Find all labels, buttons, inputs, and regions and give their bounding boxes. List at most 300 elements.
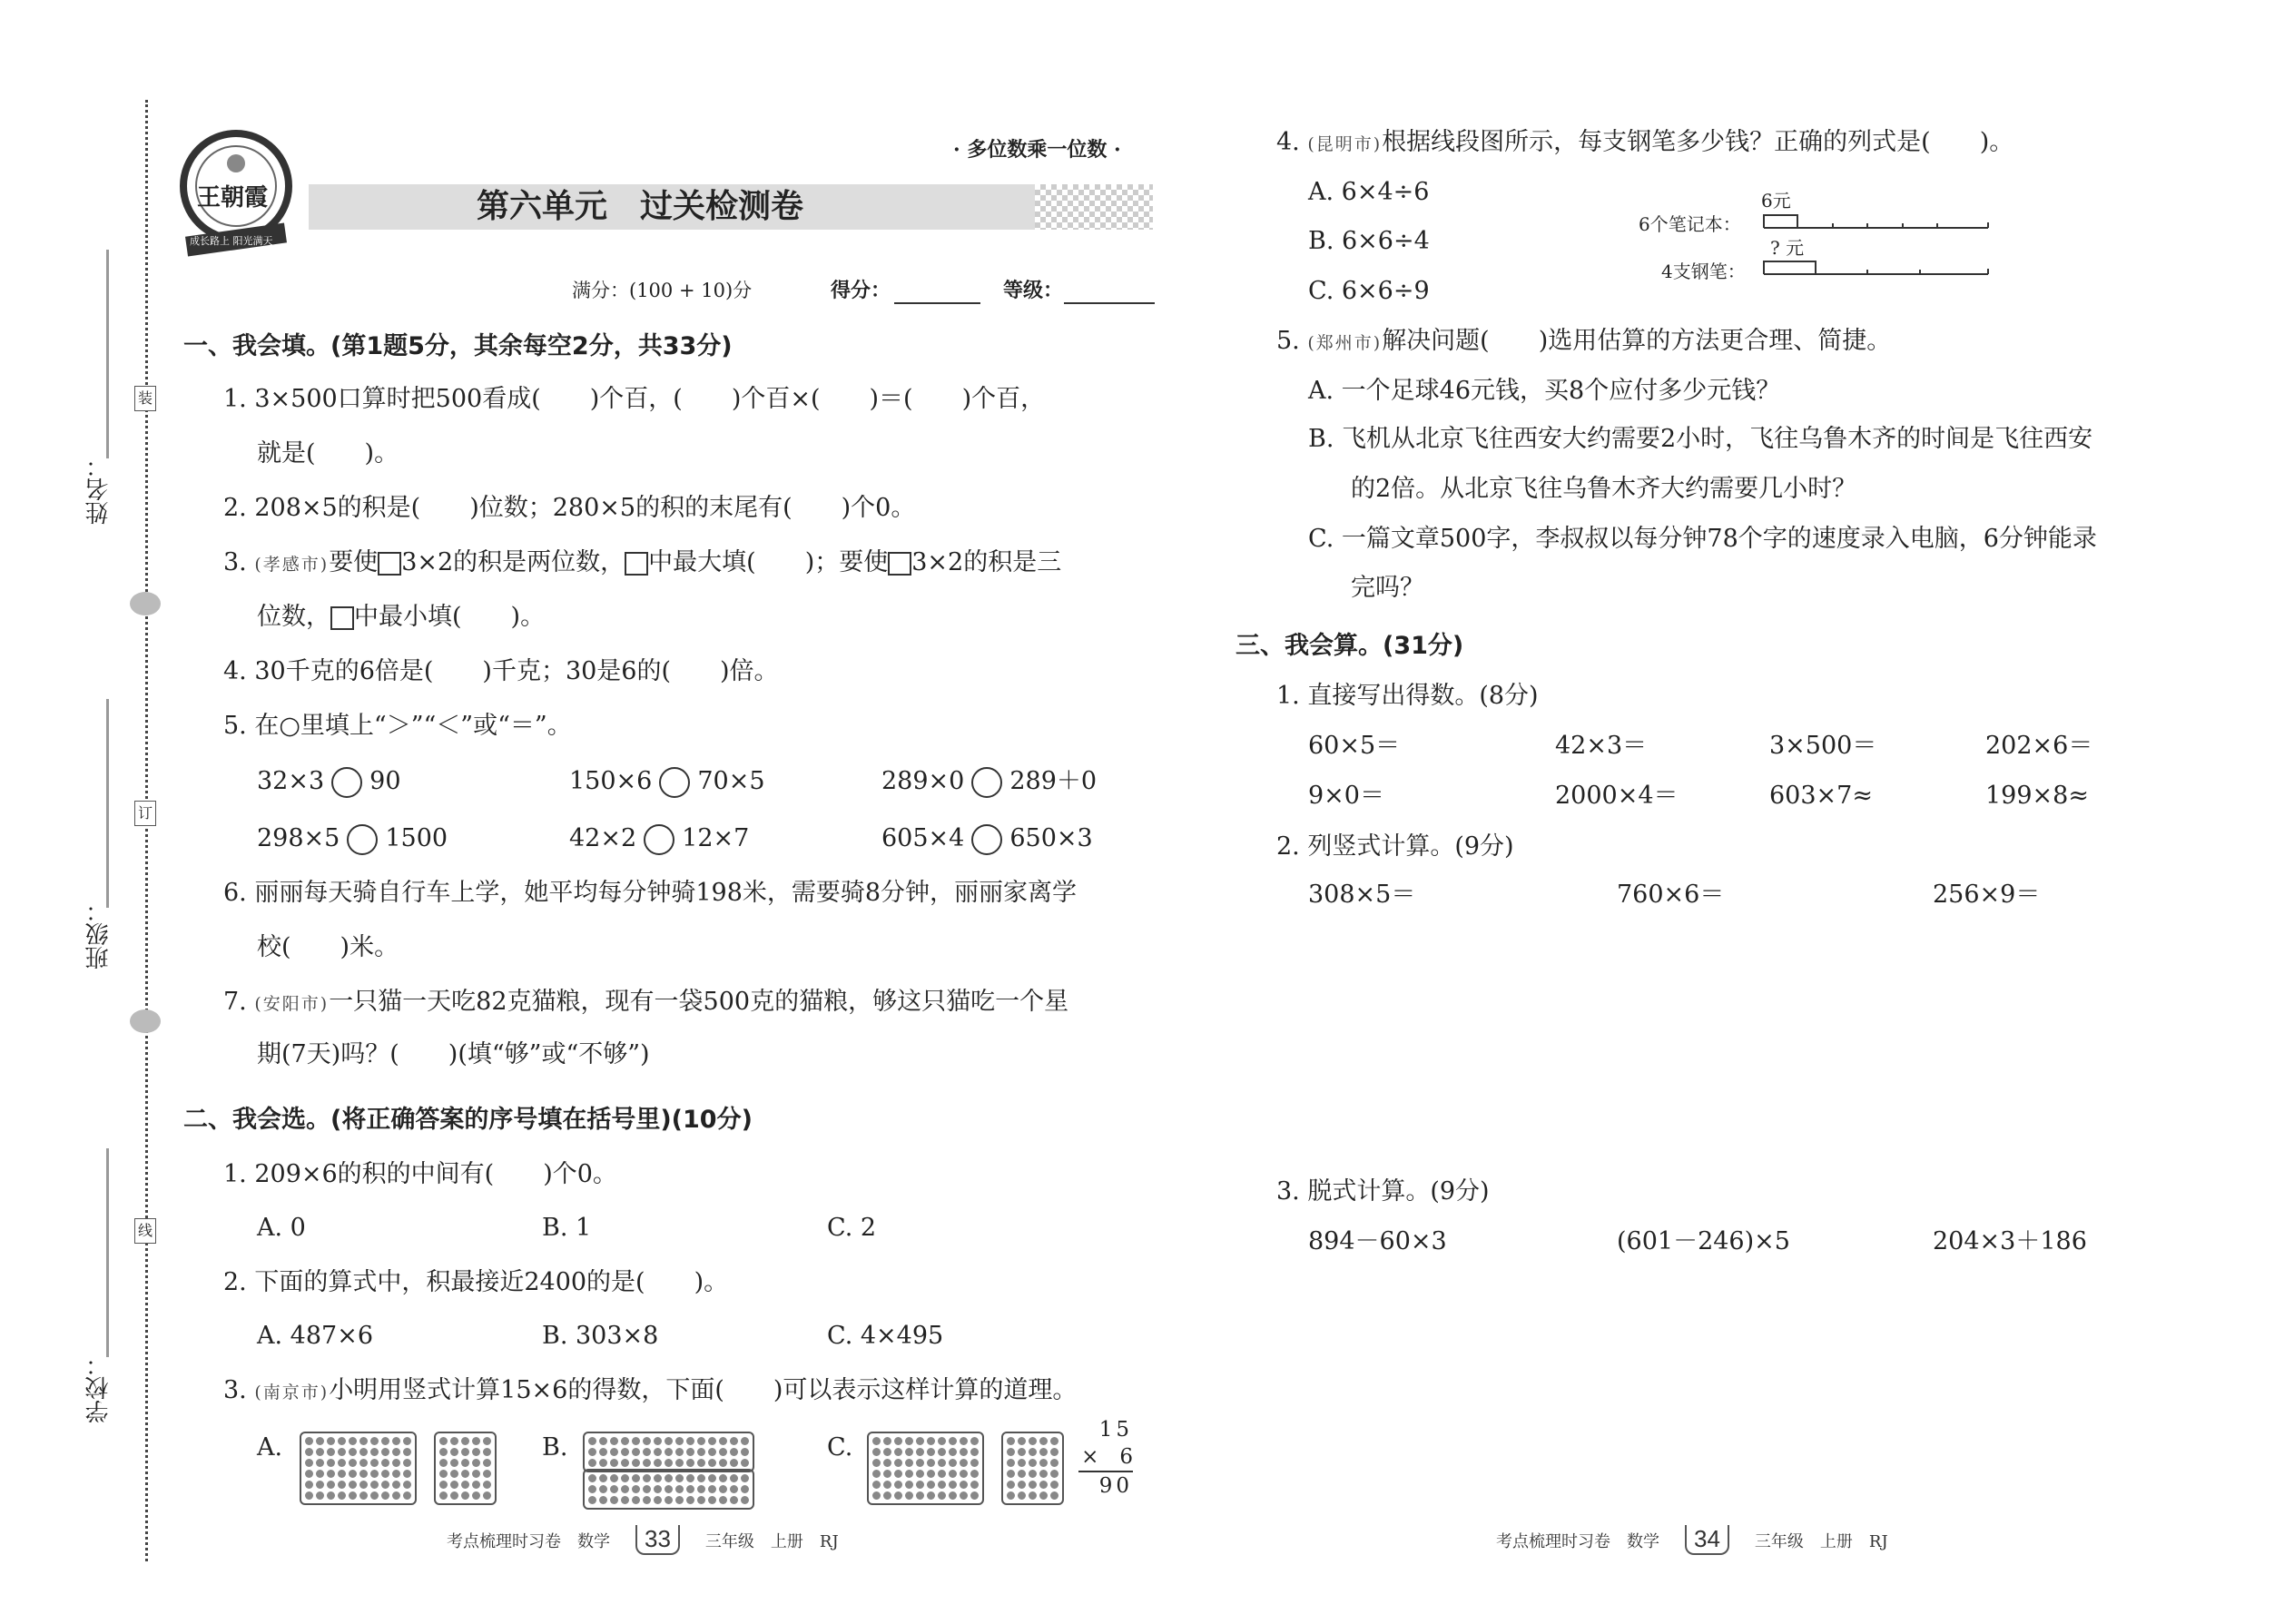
dot: [970, 1470, 979, 1478]
compare-left: 605×4: [881, 824, 965, 852]
diagram-top-value: 6元: [1761, 190, 1791, 212]
dot: [621, 1448, 629, 1456]
dot: [708, 1474, 716, 1482]
dot: [370, 1448, 379, 1456]
dot: [403, 1459, 411, 1467]
dot: [730, 1485, 738, 1493]
dot: [697, 1474, 705, 1482]
dot: [665, 1448, 673, 1456]
dot: [1018, 1437, 1026, 1445]
binding-hole-icon: [130, 592, 161, 615]
region-tag: (昆明市): [1307, 134, 1383, 154]
dot: [439, 1481, 448, 1489]
option: B. 飞机从北京飞往西安大约需要2小时，飞往乌鲁木齐的时间是飞往西安: [1308, 425, 2093, 453]
dot: [697, 1459, 705, 1467]
dot: [1007, 1459, 1015, 1467]
dot: [403, 1481, 411, 1489]
q-text: 位数，: [257, 603, 330, 631]
dot: [588, 1474, 596, 1482]
dot: [872, 1481, 881, 1489]
dot: [450, 1470, 458, 1478]
compare-right: 90: [369, 767, 401, 795]
dot: [588, 1459, 596, 1467]
seal-char: 装: [134, 386, 156, 411]
calc-item: 3×500＝: [1769, 732, 1877, 760]
dot: [483, 1470, 491, 1478]
dot: [1039, 1448, 1048, 1456]
dot: [610, 1459, 618, 1467]
footer-right: [1496, 1525, 1888, 1555]
dot: [450, 1437, 458, 1445]
footer-left: [447, 1525, 839, 1555]
dot: [381, 1491, 389, 1500]
dot: [370, 1437, 379, 1445]
dot: [970, 1491, 979, 1500]
name-write-line: [106, 250, 109, 458]
fill-q7: [223, 984, 1068, 1022]
dot: [708, 1448, 716, 1456]
q-text: 根据线段图所示，每支钢笔多少钱？正确的列式是( )。: [1382, 128, 2014, 156]
dot: [1039, 1459, 1048, 1467]
dot: [338, 1459, 346, 1467]
q-text: 小明用竖式计算15×6的得数，下面( )可以表示这样计算的道理。: [329, 1376, 1078, 1404]
calc-item: 308×5＝: [1308, 881, 1416, 909]
dot: [359, 1437, 368, 1445]
diagram-top-label: 6个笔记本：: [1639, 213, 1741, 235]
dot: [654, 1448, 662, 1456]
dot: [381, 1470, 389, 1478]
calc-item: 760×6＝: [1617, 881, 1725, 909]
dot: [665, 1485, 673, 1493]
calc-item: 9×0＝: [1308, 782, 1384, 810]
dot-group: [583, 1432, 754, 1472]
dot: [741, 1474, 749, 1482]
dot: [970, 1481, 979, 1489]
dot: [905, 1481, 913, 1489]
dot: [349, 1491, 357, 1500]
dot: [349, 1448, 357, 1456]
dot: [370, 1459, 379, 1467]
dot: [741, 1459, 749, 1467]
dot: [305, 1470, 313, 1478]
dot: [719, 1448, 727, 1456]
dot: [1039, 1481, 1048, 1489]
calc-item: 42×3＝: [1555, 732, 1648, 760]
square-box-icon: [625, 552, 648, 576]
dot: [610, 1437, 618, 1445]
dot: [483, 1448, 491, 1456]
dot: [905, 1459, 913, 1467]
seal-char: 线: [134, 1218, 156, 1244]
score-field[interactable]: [894, 302, 980, 304]
class-write-line: [106, 699, 109, 908]
dot: [599, 1474, 607, 1482]
dot: [960, 1481, 968, 1489]
dot: [883, 1459, 891, 1467]
dot: [370, 1470, 379, 1478]
dot: [949, 1491, 957, 1500]
dot: [1018, 1481, 1026, 1489]
dot: [1050, 1491, 1058, 1500]
dot: [588, 1437, 596, 1445]
choice-q2: 2. 下面的算式中，积最接近2400的是( )。: [223, 1268, 729, 1296]
dot: [905, 1448, 913, 1456]
dot: [708, 1459, 716, 1467]
option: C. 一篇文章500字，李叔叔以每分钟78个字的速度录入电脑，6分钟能录: [1308, 525, 2097, 553]
dot: [960, 1437, 968, 1445]
dot: [1018, 1470, 1026, 1478]
dot: [472, 1491, 480, 1500]
dot: [403, 1437, 411, 1445]
compare-right: 650×3: [1009, 824, 1093, 852]
logo-text: 王朝霞: [197, 184, 269, 212]
calc-q3: 3. 脱式计算。(9分): [1276, 1177, 1490, 1206]
dot-group: [434, 1432, 497, 1505]
dot: [938, 1491, 946, 1500]
calc-top: 15: [1098, 1418, 1133, 1442]
dot: [1018, 1448, 1026, 1456]
dot: [381, 1448, 389, 1456]
dot: [1039, 1491, 1048, 1500]
compare-item: [881, 821, 1093, 857]
dot: [730, 1437, 738, 1445]
dot: [654, 1459, 662, 1467]
dot: [1029, 1491, 1037, 1500]
region-tag: (安阳市): [254, 994, 330, 1014]
option: C. 2: [827, 1214, 877, 1242]
calc-q1: 1. 直接写出得数。(8分): [1276, 682, 1539, 710]
dot: [643, 1459, 651, 1467]
dot: [1050, 1448, 1058, 1456]
dot: [708, 1485, 716, 1493]
dot: [938, 1437, 946, 1445]
option-cont: 的2倍。从北京飞往乌鲁木齐大约需要几小时？: [1351, 475, 1857, 503]
dot: [632, 1485, 640, 1493]
q-num: 5.: [1276, 327, 1300, 355]
compare-circle[interactable]: [659, 767, 690, 798]
fill-q1-cont: 就是( )。: [257, 439, 399, 468]
calc-item: 2000×4＝: [1555, 782, 1679, 810]
dot: [305, 1437, 313, 1445]
dot: [741, 1485, 749, 1493]
dot: [349, 1459, 357, 1467]
name-label: 姓名：: [85, 454, 113, 525]
dot: [883, 1470, 891, 1478]
q-text: 3×2的积是三: [911, 548, 1062, 576]
diagram-bottom-value: ? 元: [1770, 237, 1805, 259]
dot: [665, 1474, 673, 1482]
option: A. 487×6: [257, 1322, 373, 1350]
choice-q5: [1276, 323, 1891, 361]
dot: [472, 1459, 480, 1467]
dot: [970, 1459, 979, 1467]
compare-circle[interactable]: [331, 767, 362, 798]
dot: [927, 1470, 935, 1478]
dot: [316, 1459, 324, 1467]
compare-circle[interactable]: [971, 767, 1002, 798]
dot: [730, 1448, 738, 1456]
dot: [894, 1481, 902, 1489]
dot: [949, 1481, 957, 1489]
dot: [883, 1437, 891, 1445]
dot: [665, 1459, 673, 1467]
dot: [632, 1448, 640, 1456]
compare-left: 289×0: [881, 767, 965, 795]
dot: [894, 1437, 902, 1445]
dot: [1018, 1459, 1026, 1467]
option: B. 303×8: [542, 1322, 659, 1350]
dot: [439, 1491, 448, 1500]
dot: [1050, 1470, 1058, 1478]
school-write-line: [106, 1148, 109, 1357]
q-text: 要使: [329, 548, 379, 576]
dot: [632, 1459, 640, 1467]
dot: [927, 1491, 935, 1500]
dot: [719, 1459, 727, 1467]
q-text: 解决问题( )选用估算的方法更合理、简捷。: [1382, 327, 1892, 355]
dot: [643, 1474, 651, 1482]
dot: [588, 1448, 596, 1456]
dot: [719, 1437, 727, 1445]
calc-item: 199×8≈: [1985, 782, 2089, 810]
dot: [916, 1459, 924, 1467]
dot: [610, 1496, 618, 1504]
dot: [970, 1448, 979, 1456]
dot: [719, 1474, 727, 1482]
dot: [483, 1481, 491, 1489]
dot: [392, 1448, 400, 1456]
dot: [327, 1437, 335, 1445]
dot: [872, 1491, 881, 1500]
diagram-bottom-label: 4支钢笔：: [1661, 261, 1746, 282]
dot: [1007, 1470, 1015, 1478]
option: B.: [542, 1433, 568, 1462]
option: C.: [827, 1433, 853, 1462]
compare-right: 12×7: [682, 824, 750, 852]
dot: [472, 1470, 480, 1478]
dot: [1029, 1437, 1037, 1445]
dot: [686, 1496, 694, 1504]
dot: [450, 1481, 458, 1489]
dot-group: [1001, 1432, 1064, 1505]
dot: [730, 1474, 738, 1482]
fill-q7-cont: 期(7天)吗？( )(填“够”或“不够”): [257, 1040, 650, 1068]
square-box-icon: [888, 552, 911, 576]
region-tag: (孝感市): [254, 555, 330, 575]
dot: [654, 1496, 662, 1504]
dot: [675, 1448, 684, 1456]
dot: [927, 1437, 935, 1445]
fill-q6: 6. 丽丽每天骑自行车上学，她平均每分钟骑198米，需要骑8分钟，丽丽家离学: [223, 879, 1078, 907]
option: C. 4×495: [827, 1322, 944, 1350]
fill-q3-cont: [257, 599, 545, 635]
compare-item: [881, 763, 1097, 800]
option: A. 0: [257, 1214, 306, 1242]
grade-label: 等级：: [1003, 279, 1064, 302]
dot: [403, 1491, 411, 1500]
dot: [316, 1491, 324, 1500]
dot: [697, 1496, 705, 1504]
vertical-calc: [1078, 1416, 1133, 1500]
compare-circle[interactable]: [347, 824, 378, 855]
dot: [675, 1437, 684, 1445]
fill-q5: 5. 在○里填上“＞”“＜”或“＝”。: [223, 712, 572, 740]
calc-item: 202×6＝: [1985, 732, 2093, 760]
dot: [654, 1437, 662, 1445]
dot: [621, 1437, 629, 1445]
dot: [450, 1459, 458, 1467]
dot: [708, 1437, 716, 1445]
dot: [316, 1448, 324, 1456]
dot: [872, 1437, 881, 1445]
dot: [686, 1448, 694, 1456]
page-number: 33: [635, 1525, 680, 1555]
compare-circle[interactable]: [971, 824, 1002, 855]
option-cont: 完吗？: [1351, 574, 1424, 602]
calc-mid: × 6: [1078, 1443, 1133, 1472]
dot: [338, 1448, 346, 1456]
dot: [938, 1448, 946, 1456]
dot: [1029, 1459, 1037, 1467]
calc-result: 90: [1098, 1474, 1133, 1498]
dot: [305, 1459, 313, 1467]
region-tag: (南京市): [254, 1383, 330, 1403]
dot: [643, 1496, 651, 1504]
seal-char: 订: [134, 801, 156, 826]
dot: [632, 1437, 640, 1445]
dot: [461, 1437, 469, 1445]
binding-hole-icon: [130, 1009, 161, 1033]
dot: [686, 1437, 694, 1445]
dot: [741, 1437, 749, 1445]
dot: [327, 1491, 335, 1500]
dot: [686, 1459, 694, 1467]
region-tag: (郑州市): [1307, 333, 1383, 353]
dot: [894, 1459, 902, 1467]
dot: [327, 1448, 335, 1456]
dot: [403, 1448, 411, 1456]
class-label: 班级：: [85, 899, 113, 969]
section-1-heading: 一、我会填。(第1题5分，其余每空2分，共33分): [183, 332, 733, 360]
calc-item: 204×3＋186: [1933, 1227, 2087, 1255]
dot: [872, 1448, 881, 1456]
dot: [439, 1448, 448, 1456]
dot: [461, 1491, 469, 1500]
grade-field[interactable]: [1064, 302, 1155, 304]
dot: [621, 1485, 629, 1493]
compare-right: 70×5: [697, 767, 765, 795]
dot-group: [583, 1469, 754, 1510]
dot: [949, 1459, 957, 1467]
dot: [621, 1474, 629, 1482]
dot: [949, 1448, 957, 1456]
dot: [349, 1470, 357, 1478]
compare-right: 289＋0: [1009, 767, 1098, 795]
dot: [472, 1437, 480, 1445]
dot: [1007, 1491, 1015, 1500]
option: A. 6×4÷6: [1308, 178, 1430, 206]
dot: [632, 1496, 640, 1504]
dot: [359, 1491, 368, 1500]
dot: [305, 1481, 313, 1489]
page-title: 第六单元 过关检测卷: [477, 188, 804, 225]
dot: [461, 1448, 469, 1456]
calc-item: 256×9＝: [1933, 881, 2041, 909]
dot: [905, 1437, 913, 1445]
choice-q3: [223, 1373, 1077, 1411]
line-segment-diagram: [1625, 186, 2006, 286]
dot: [621, 1496, 629, 1504]
dot: [349, 1481, 357, 1489]
dot: [654, 1485, 662, 1493]
footer-grade: 三年级 上册 RJ: [1754, 1532, 1888, 1551]
calc-item: 603×7≈: [1769, 782, 1873, 810]
dot: [338, 1481, 346, 1489]
dot: [697, 1437, 705, 1445]
calc-item: 894－60×3: [1308, 1227, 1447, 1255]
dot: [359, 1470, 368, 1478]
footer-book: 考点梳理时习卷 数学: [447, 1532, 610, 1551]
compare-circle[interactable]: [644, 824, 674, 855]
dot: [338, 1491, 346, 1500]
logo: [177, 123, 295, 259]
compare-right: 1500: [385, 824, 448, 852]
dot: [1018, 1491, 1026, 1500]
dot: [927, 1481, 935, 1489]
fill-q1: 1. 3×500口算时把500看成( )个百，( )个百×( )＝( )个百，: [223, 385, 1046, 413]
dot: [927, 1459, 935, 1467]
dot: [916, 1491, 924, 1500]
dot: [708, 1496, 716, 1504]
option: B. 1: [542, 1214, 592, 1242]
q-num: 4.: [1276, 128, 1300, 156]
dot-group: [300, 1432, 417, 1505]
dot: [316, 1437, 324, 1445]
option: A.: [257, 1433, 283, 1462]
dot: [316, 1470, 324, 1478]
dot: [327, 1481, 335, 1489]
footer-book: 考点梳理时习卷 数学: [1496, 1532, 1659, 1551]
compare-left: 42×2: [569, 824, 637, 852]
dot: [599, 1448, 607, 1456]
dot: [675, 1496, 684, 1504]
page-number: 34: [1685, 1525, 1729, 1555]
dot: [483, 1437, 491, 1445]
dot: [905, 1491, 913, 1500]
dot: [654, 1474, 662, 1482]
dot: [1039, 1470, 1048, 1478]
dot: [697, 1448, 705, 1456]
dot: [392, 1437, 400, 1445]
dot: [338, 1470, 346, 1478]
choice-q1: 1. 209×6的积的中间有( )个0。: [223, 1160, 617, 1188]
dot: [588, 1485, 596, 1493]
full-score: 满分：(100 + 10)分: [572, 280, 753, 301]
dot: [960, 1448, 968, 1456]
dot: [305, 1448, 313, 1456]
dot: [643, 1448, 651, 1456]
fill-q6-cont: 校( )米。: [257, 933, 399, 961]
dot: [392, 1459, 400, 1467]
dot: [894, 1491, 902, 1500]
option: B. 6×6÷4: [1308, 227, 1430, 255]
dot-group: [867, 1432, 984, 1505]
dot: [643, 1485, 651, 1493]
dot: [461, 1481, 469, 1489]
dot: [483, 1459, 491, 1467]
dot: [730, 1496, 738, 1504]
dot: [599, 1496, 607, 1504]
